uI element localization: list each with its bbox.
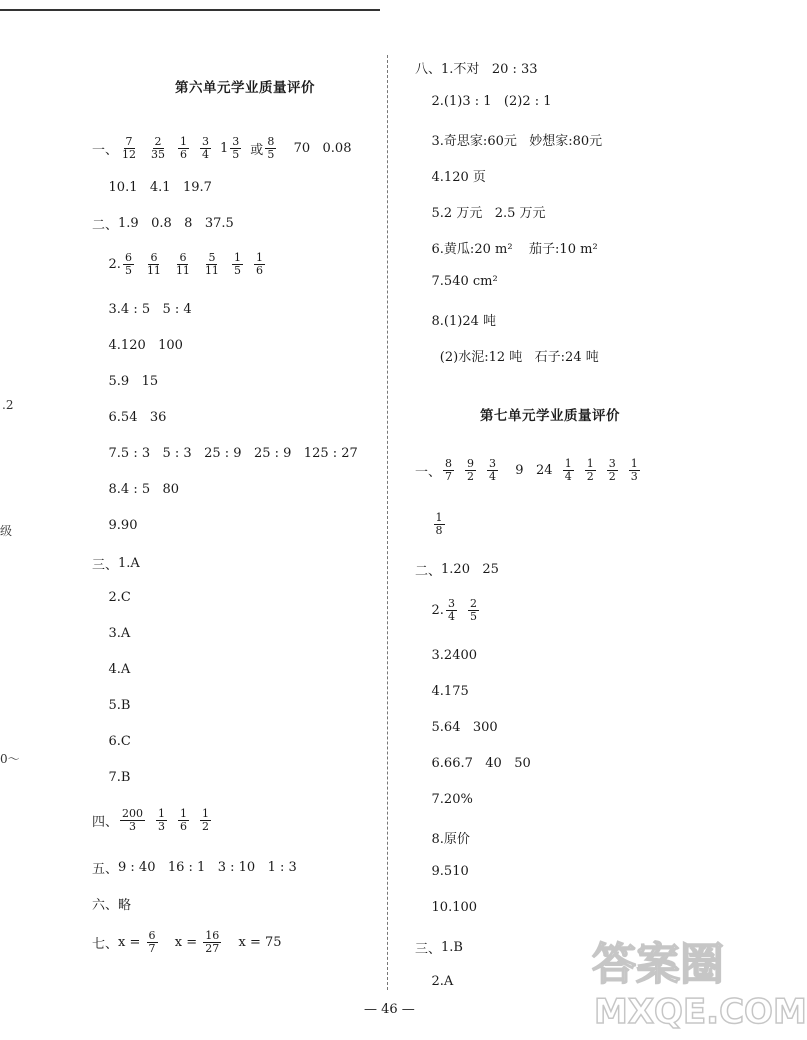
- answer-text: 7.20%: [431, 792, 473, 807]
- answer-label: [415, 274, 432, 289]
- answer-line: [92, 626, 130, 641]
- answer-label: [415, 864, 432, 879]
- fraction-numerator: 200: [122, 807, 144, 820]
- fraction-denominator: 5: [124, 264, 132, 277]
- answer-label: [415, 648, 432, 663]
- answer-text: 7.540 cm²: [431, 274, 498, 289]
- fraction-numerator: 9: [467, 457, 475, 470]
- fraction-numerator: 3: [608, 457, 616, 470]
- answer-text: 9.90: [108, 518, 138, 533]
- answer-text: 5.9 15: [108, 374, 159, 389]
- answer-line: [92, 482, 179, 497]
- fraction: [120, 808, 145, 833]
- answer-label: [415, 132, 432, 147]
- answer-text: 3.奇思家:60元 妙想家:80元: [431, 134, 603, 149]
- answer-text: 7.5 : 3 5 : 3 25 : 9 25 : 9 125 : 27: [108, 446, 358, 461]
- answer-line: [415, 938, 463, 957]
- fraction-numerator: 2: [469, 597, 477, 610]
- fraction-denominator: 12: [122, 148, 137, 161]
- fraction-numerator: 1: [630, 457, 638, 470]
- answer-line: [92, 698, 131, 713]
- answer-line: [92, 770, 131, 785]
- fraction: [629, 458, 640, 483]
- margin-fragment: 0～: [0, 752, 20, 766]
- answer-text: 略: [118, 898, 132, 913]
- fraction-denominator: 4: [447, 610, 455, 623]
- answer-text: 10.1 4.1 19.7: [108, 180, 212, 195]
- answer-line: [92, 894, 131, 913]
- answer-line: [415, 58, 538, 77]
- answer-line: [415, 756, 531, 771]
- answer-label: [92, 374, 109, 389]
- fraction-numerator: 7: [125, 135, 133, 148]
- answer-label: 二、: [415, 564, 442, 579]
- answer-text: 1: [220, 141, 229, 156]
- answer-line: [415, 310, 496, 329]
- fraction-denominator: 8: [435, 524, 443, 537]
- fraction-denominator: 5: [469, 610, 477, 623]
- fraction-numerator: 1: [586, 457, 594, 470]
- answer-label: 一、: [92, 143, 119, 158]
- answer-label: [415, 168, 432, 183]
- fraction-numerator: 16: [205, 929, 220, 942]
- answer-line: [415, 864, 469, 879]
- fraction: [232, 252, 243, 277]
- fraction-denominator: 11: [204, 264, 219, 277]
- fraction-denominator: 35: [151, 148, 166, 161]
- answer-line: [92, 734, 131, 749]
- fraction-denominator: 27: [205, 942, 220, 955]
- answer-text: 70 0.08: [285, 141, 352, 156]
- answer-label: 七、: [92, 937, 119, 952]
- answer-text: 1.不对 20 : 33: [441, 62, 538, 77]
- fraction: [149, 136, 167, 161]
- answer-text: 8.(1)24 吨: [431, 314, 497, 329]
- fraction: [468, 598, 479, 623]
- fraction-numerator: 6: [148, 929, 156, 942]
- fraction-denominator: 11: [175, 264, 190, 277]
- answer-label: [415, 204, 432, 219]
- answer-line: [92, 410, 166, 425]
- answer-text: 1.20 25: [441, 562, 499, 577]
- answer-label: [415, 792, 432, 807]
- answer-text: 4.175: [431, 684, 469, 699]
- fraction-denominator: 2: [202, 820, 210, 833]
- answer-text: 1.B: [441, 940, 463, 955]
- answer-line: [415, 238, 598, 257]
- answer-label: [92, 734, 109, 749]
- answer-text: 2.: [108, 257, 121, 272]
- answer-text: 1.9 0.8 8 37.5: [118, 216, 234, 231]
- answer-label: [415, 240, 432, 255]
- answer-text: 3.4 : 5 5 : 4: [108, 302, 192, 317]
- answer-text: (2)水泥:12 吨 石子:24 吨: [439, 350, 599, 365]
- fraction-denominator: 2: [608, 470, 616, 483]
- answer-label: 三、: [92, 558, 119, 573]
- answer-line: [92, 446, 358, 461]
- answer-label: 四、: [92, 815, 119, 830]
- answer-text: 6.黄瓜:20 m² 茄子:10 m²: [431, 242, 598, 257]
- answer-text: 3.2400: [431, 648, 478, 663]
- fraction-denominator: 2: [467, 470, 475, 483]
- answer-label: [415, 603, 432, 618]
- answer-line: [92, 518, 137, 533]
- fraction: [446, 598, 457, 623]
- answer-text: 8.4 : 5 80: [108, 482, 180, 497]
- answer-label: [415, 900, 432, 915]
- fraction: [465, 458, 476, 483]
- fraction-numerator: 3: [489, 457, 497, 470]
- fraction: [203, 252, 221, 277]
- fraction-denominator: 5: [233, 264, 241, 277]
- answer-line: [415, 94, 552, 109]
- answer-label: [92, 698, 109, 713]
- fraction-denominator: 6: [255, 264, 263, 277]
- fraction: [145, 252, 163, 277]
- fraction-numerator: 1: [180, 135, 188, 148]
- answer-line: [415, 274, 498, 289]
- margin-fragment: 级: [0, 524, 13, 538]
- fraction-numerator: 1: [158, 807, 166, 820]
- answer-label: [92, 770, 109, 785]
- fraction: [200, 808, 211, 833]
- fraction-denominator: 6: [180, 820, 188, 833]
- answer-text: 2.(1)3 : 1 (2)2 : 1: [431, 94, 552, 109]
- answer-label: [92, 257, 109, 272]
- answer-line: [92, 374, 158, 389]
- answer-label: [92, 410, 109, 425]
- answer-label: 一、: [415, 465, 442, 480]
- fraction-denominator: 5: [232, 148, 240, 161]
- fraction-numerator: 1: [180, 807, 188, 820]
- answer-text: 5.2 万元 2.5 万元: [431, 206, 546, 221]
- fraction-numerator: 3: [202, 135, 210, 148]
- answer-label: [415, 830, 432, 845]
- answer-line: [415, 684, 469, 699]
- fraction-denominator: 7: [148, 942, 156, 955]
- fraction-denominator: 11: [146, 264, 161, 277]
- top-rule: [0, 9, 380, 11]
- answer-label: [415, 94, 432, 109]
- answer-label: [92, 338, 109, 353]
- answer-line: [92, 930, 282, 955]
- fraction: [156, 808, 167, 833]
- answer-line: [415, 202, 546, 221]
- answer-label: [415, 312, 432, 327]
- section-title-unit6: 第六单元学业质量评价: [175, 80, 315, 96]
- answer-line: [415, 792, 473, 807]
- answer-label: [92, 482, 109, 497]
- answer-label: [415, 348, 440, 363]
- fraction-denominator: 4: [564, 470, 572, 483]
- answer-text: 10.100: [431, 900, 478, 915]
- answer-line: [92, 302, 192, 317]
- answer-line: [415, 720, 498, 735]
- answer-text: 2.: [431, 603, 444, 618]
- answer-line: [415, 648, 477, 663]
- page-number: — 46 —: [364, 1002, 415, 1017]
- fraction: [123, 252, 134, 277]
- fraction-denominator: 5: [267, 148, 275, 161]
- fraction: [434, 512, 445, 537]
- fraction-numerator: 6: [124, 251, 132, 264]
- answer-label: [415, 756, 432, 771]
- answer-label: 八、: [415, 62, 442, 77]
- fraction-numerator: 1: [435, 511, 443, 524]
- watermark-cn: 答案圈: [592, 939, 724, 990]
- answer-line: [415, 512, 454, 537]
- fraction-numerator: 3: [447, 597, 455, 610]
- answer-line: [92, 590, 131, 605]
- answer-line: [92, 214, 234, 233]
- answer-text: 9 24: [507, 463, 561, 478]
- fraction-numerator: 2: [154, 135, 162, 148]
- fraction: [174, 252, 192, 277]
- fraction-denominator: 6: [180, 148, 188, 161]
- answer-text: 1.A: [118, 556, 140, 571]
- answer-label: [92, 446, 109, 461]
- fraction: [203, 930, 221, 955]
- answer-label: 三、: [415, 942, 442, 957]
- watermark-en: MXQE.COM: [594, 992, 807, 1032]
- answer-line: [92, 252, 274, 277]
- answer-line: [415, 458, 649, 483]
- fraction: [563, 458, 574, 483]
- fraction: [607, 458, 618, 483]
- answer-line: [415, 166, 486, 185]
- answer-label: 六、: [92, 898, 119, 913]
- answer-line: [92, 808, 220, 833]
- fraction-numerator: 1: [233, 251, 241, 264]
- fraction-numerator: 5: [208, 251, 216, 264]
- answer-line: [92, 858, 297, 877]
- answer-label: [92, 590, 109, 605]
- column-divider: [387, 55, 388, 990]
- answer-text: x =: [166, 935, 202, 950]
- answer-text: 8.原价: [431, 832, 470, 847]
- fraction-numerator: 8: [267, 135, 275, 148]
- answer-text: 2.C: [108, 590, 131, 605]
- section-title-unit7: 第七单元学业质量评价: [480, 408, 620, 424]
- fraction: [254, 252, 265, 277]
- answer-text: 9 : 40 16 : 1 3 : 10 1 : 3: [118, 860, 297, 875]
- answer-text: 7.B: [108, 770, 131, 785]
- fraction-denominator: 3: [158, 820, 166, 833]
- answer-label: 二、: [92, 218, 119, 233]
- answer-label: [415, 684, 432, 699]
- answer-label: [415, 720, 432, 735]
- fraction: [265, 136, 276, 161]
- fraction-denominator: 4: [489, 470, 497, 483]
- fraction-numerator: 6: [179, 251, 187, 264]
- fraction: [120, 136, 138, 161]
- answer-label: [92, 518, 109, 533]
- fraction: [200, 136, 211, 161]
- fraction-numerator: 1: [202, 807, 210, 820]
- answer-text: 6.66.7 40 50: [431, 756, 531, 771]
- fraction-denominator: 3: [630, 470, 638, 483]
- fraction-denominator: 2: [586, 470, 594, 483]
- fraction: [147, 930, 158, 955]
- answer-text: 6.54 36: [108, 410, 167, 425]
- fraction: [443, 458, 454, 483]
- answer-text: 2.A: [431, 974, 454, 989]
- fraction: [230, 136, 241, 161]
- answer-label: [415, 974, 432, 989]
- answer-text: 或: [250, 143, 264, 158]
- answer-line: [415, 828, 470, 847]
- answer-text: 3.A: [108, 626, 131, 641]
- answer-text: 5.B: [108, 698, 131, 713]
- fraction: [178, 808, 189, 833]
- answer-text: 9.510: [431, 864, 469, 879]
- fraction-numerator: 1: [255, 251, 263, 264]
- answer-line: [92, 662, 130, 677]
- watermark: [592, 928, 807, 1036]
- answer-label: [92, 626, 109, 641]
- answer-line: [415, 346, 599, 365]
- answer-text: x = 75: [230, 935, 282, 950]
- fraction-numerator: 8: [445, 457, 453, 470]
- answer-line: [92, 554, 140, 573]
- fraction-denominator: 7: [445, 470, 453, 483]
- margin-fragment: .2: [2, 398, 14, 412]
- fraction: [585, 458, 596, 483]
- answer-text: 4.A: [108, 662, 131, 677]
- answer-line: [92, 180, 212, 195]
- answer-label: [92, 662, 109, 677]
- fraction-numerator: 3: [232, 135, 240, 148]
- answer-text: 5.64 300: [431, 720, 498, 735]
- answer-line: [415, 598, 488, 623]
- answer-line: [92, 136, 351, 161]
- fraction-denominator: 3: [129, 820, 137, 833]
- answer-line: [415, 900, 477, 915]
- fraction-numerator: 6: [150, 251, 158, 264]
- answer-label: [92, 302, 109, 317]
- answer-text: 6.C: [108, 734, 131, 749]
- fraction: [178, 136, 189, 161]
- answer-text: 4.120 页: [431, 170, 486, 185]
- answer-line: [92, 338, 183, 353]
- fraction-numerator: 1: [564, 457, 572, 470]
- answer-text: 4.120 100: [108, 338, 183, 353]
- answer-text: x =: [118, 935, 145, 950]
- answer-label: [92, 180, 109, 195]
- answer-line: [415, 130, 602, 149]
- answer-line: [415, 560, 499, 579]
- answer-label: 五、: [92, 862, 119, 877]
- answer-label: [415, 517, 432, 532]
- answer-line: [415, 974, 453, 989]
- fraction-denominator: 4: [202, 148, 210, 161]
- fraction: [487, 458, 498, 483]
